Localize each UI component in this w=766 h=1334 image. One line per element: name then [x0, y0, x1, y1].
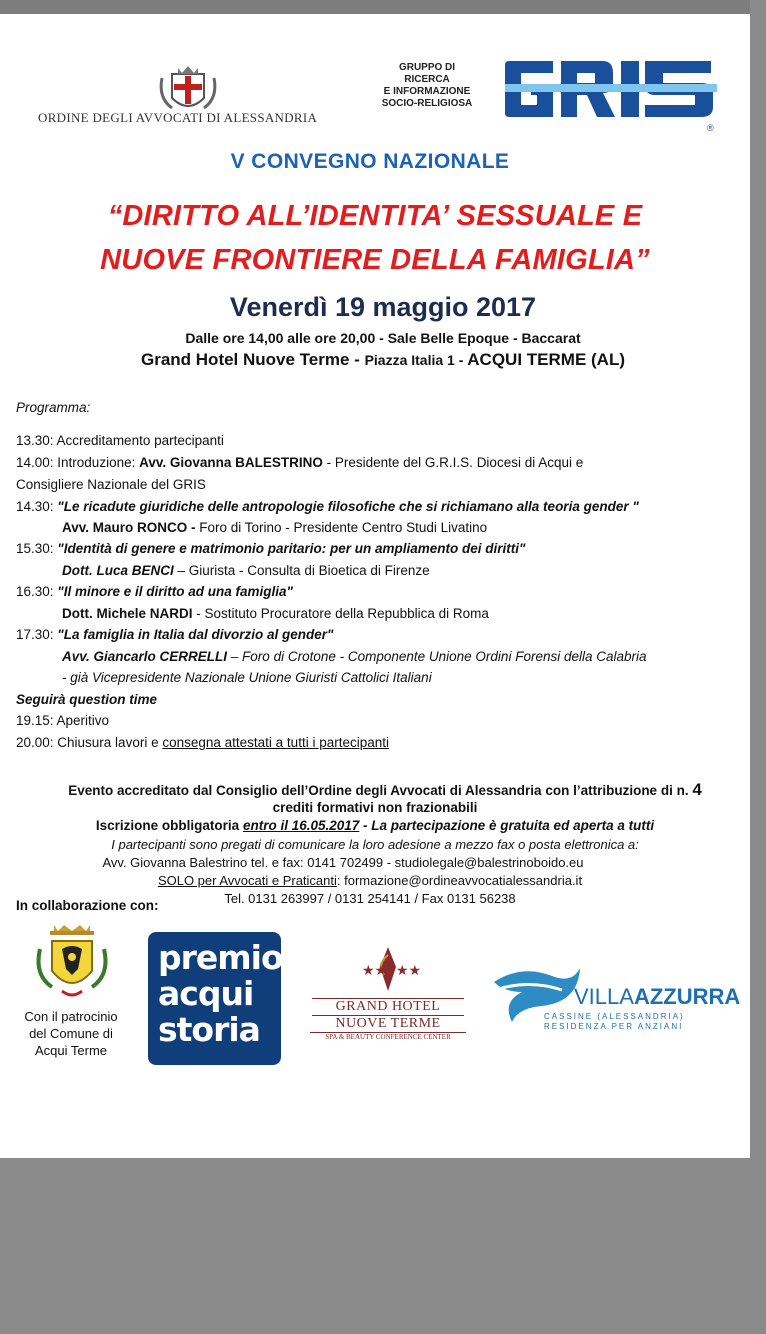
registration-line: Iscrizione obbligatoria entro il 16.05.2017 - La partecipazione è gratuita ed aperta a tutti — [95, 818, 655, 833]
status-bar — [0, 0, 750, 14]
program-item-1400: 14.00: Introduzione: Avv. Giovanna BALESTRINO - Presidente del G.R.I.S. Diocesi di Acqui e — [16, 455, 584, 470]
adhesion-note: I partecipanti sono pregati di comunicare la loro adesione a mezzo fax o posta elettronica a: — [111, 837, 639, 852]
program-item-2000: 20.00: Chiusura lavori e consegna attestati a tutti i partecipanti — [16, 735, 389, 750]
event-venue: Grand Hotel Nuove Terme - Piazza Italia 1 - ACQUI TERME (AL) — [141, 350, 625, 369]
gris-description: GRUPPO DI RICERCA E INFORMAZIONE SOCIO-RELIGIOSA — [381, 62, 473, 109]
main-title-line-1: “DIRITTO ALL’IDENTITA’ SESSUALE E — [107, 200, 643, 232]
accreditation-line-1: Evento accreditato dal Consiglio dell’Ordine degli Avvocati di Alessandria con l’attribuzione di n. 4 — [68, 780, 702, 799]
contact-phones: Tel. 0131 263997 / 0131 254141 / Fax 0131 56238 — [224, 891, 516, 906]
grand-hotel-emblem-icon — [358, 945, 422, 993]
program-item-1915: 19.15: Aperitivo — [16, 713, 110, 728]
gris-logo — [505, 55, 720, 137]
question-time: Seguirà question time — [16, 692, 158, 707]
program-item-1730: 17.30: "La famiglia in Italia dal divorzio al gender" — [16, 627, 334, 642]
program-speaker-nardi: Dott. Michele NARDI - Sostituto Procuratore della Repubblica di Roma — [62, 606, 489, 621]
svg-text:★★: ★★ — [396, 964, 422, 979]
program-speaker-cerrelli: Avv. Giancarlo CERRELLI – Foro di Crotone - Componente Unione Ordini Forensi della Calabria — [62, 649, 647, 664]
accreditation-line-2: crediti formativi non frazionabili — [272, 800, 478, 815]
convegno-title: V CONVEGNO NAZIONALE — [230, 150, 510, 173]
ordine-name: ORDINE DEGLI AVVOCATI DI ALESSANDRIA — [38, 110, 318, 125]
svg-text:®: ® — [707, 123, 714, 133]
contact-ordine: SOLO per Avvocati e Praticanti: formazione@ordineavvocatialessandria.it — [157, 873, 583, 888]
program-item-1330: 13.30: Accreditamento partecipanti — [16, 433, 224, 448]
collaboration-label: In collaborazione con: — [16, 898, 159, 913]
event-hours: Dalle ore 14,00 alle ore 20,00 - Sale Belle Epoque - Baccarat — [185, 330, 581, 346]
premio-acqui-storia-logo: premio acqui storia — [148, 932, 281, 1065]
event-date: Venerdì 19 maggio 2017 — [229, 292, 537, 322]
programma-label: Programma: — [16, 400, 91, 415]
main-title-line-2: NUOVE FRONTIERE DELLA FAMIGLIA” — [100, 244, 650, 276]
program-speaker-ronco: Avv. Mauro RONCO - Foro di Torino - Presidente Centro Studi Livatino — [62, 520, 488, 535]
patrocinio-text: Con il patrocinio del Comune di Acqui Terme — [24, 1009, 118, 1058]
contact-balestrino: Avv. Giovanna Balestrino tel. e fax: 0141 702499 - studiolegale@balestrinoboido.eu — [102, 855, 584, 870]
program-item-1400-line2: Consigliere Nazionale del GRIS — [16, 477, 206, 492]
grand-hotel-logo: ★★ ★★ GRAND HOTEL NUOVE TERME SPA & BEAUTY CONFERENCE CENTER — [306, 945, 470, 1041]
program-item-1430: 14.30: "Le ricadute giuridiche delle antropologie filosofiche che si richiamano alla teoria gender " — [16, 499, 639, 514]
program-speaker-cerrelli-line2: - già Vicepresidente Nazionale Unione Giuristi Cattolici Italiani — [62, 670, 432, 685]
program-speaker-benci: Dott. Luca BENCI – Giurista - Consulta di Bioetica di Firenze — [62, 563, 430, 578]
villa-azzurra-logo: VILLAAZZURRA CASSINE (ALESSANDRIA) RESIDENZA PER ANZIANI — [492, 962, 727, 1032]
acqui-terme-crest-icon — [32, 925, 112, 1015]
program-item-1630: 16.30: "Il minore e il diritto ad una famiglia" — [16, 584, 293, 599]
program-item-1530: 15.30: "Identità di genere e matrimonio paritario: per un ampliamento dei diritti" — [16, 541, 526, 556]
svg-text:★★: ★★ — [362, 964, 388, 979]
